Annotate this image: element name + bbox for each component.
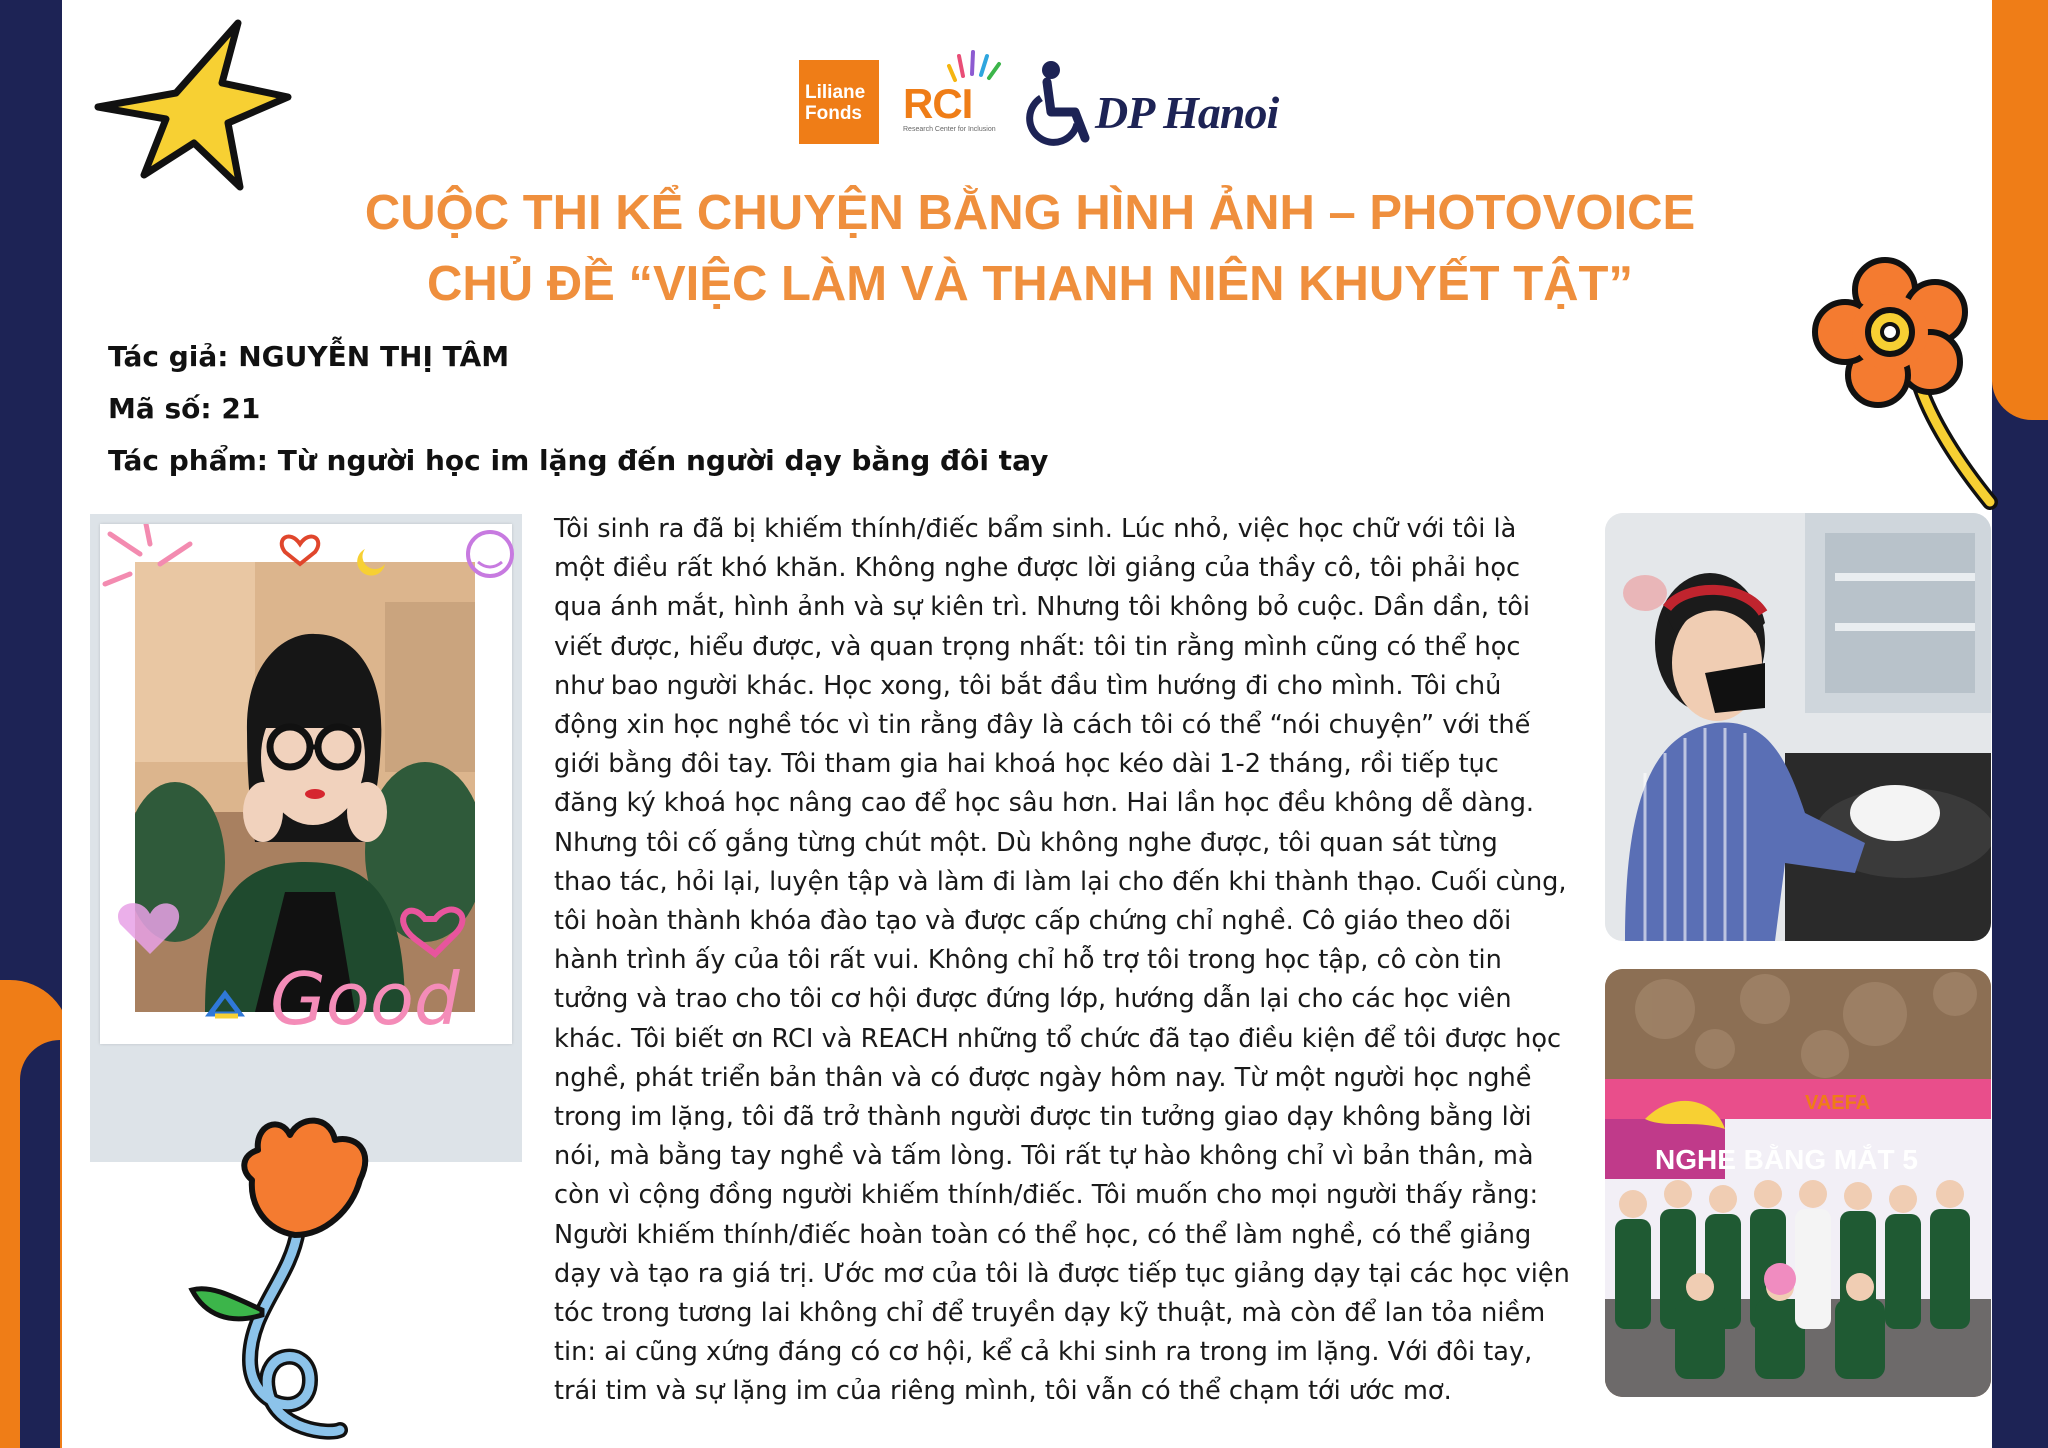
title-line2: CHỦ ĐỀ “VIỆC LÀM VÀ THANH NIÊN KHUYẾT TẬT”: [427, 257, 1633, 311]
salon-photo: [1605, 513, 1991, 941]
flower-icon: [1800, 250, 2000, 510]
wheelchair-icon: [1023, 58, 1103, 148]
story-line: viết được, hiểu được, và quan trọng nhất: tôi tin rằng mình cũng có thể học: [554, 631, 1521, 662]
story-line: tóc trong tương lai không chỉ để truyền dạy kỹ thuật, mà còn để lan tỏa niềm: [554, 1298, 1546, 1329]
story-line: khác. Tôi biết ơn RCI và REACH những tổ chức đã tạo điều kiện để tôi được học: [554, 1023, 1562, 1054]
dp-hanoi-text: DP Hanoi: [1095, 87, 1279, 138]
story-line: nói, mà bằng tay nghề và tấm lòng. Tôi rất tự hào không chỉ vì bản thân, mà: [554, 1141, 1534, 1172]
right-side-band: [1992, 0, 2048, 1448]
page-title: [230, 178, 1830, 320]
banner-title: NGHE BẰNG MẮT 5: [1655, 1144, 1918, 1175]
story-line: qua ánh mắt, hình ảnh và sự kiên trì. Nhưng tôi không bỏ cuộc. Dần dần, tôi: [554, 592, 1531, 623]
dp-hanoi-logo: [1023, 58, 1279, 148]
left-side-band: [0, 0, 62, 1448]
star-icon: [90, 15, 300, 195]
doodle-overlay: [100, 524, 520, 1044]
story-line: trong im lặng, tôi đã trở thành người được tin tưởng giao dạy không bằng lời: [554, 1102, 1532, 1133]
story-line: thao tác, hỏi lại, luyện tập và làm đi làm lại cho đến khi thành thạo. Cuối cùng,: [554, 866, 1567, 897]
banner-brand: VAEFA: [1805, 1092, 1871, 1114]
story-line: Người khiếm thính/điếc hoàn toàn có thể học, có thể làm nghề, có thể giảng: [554, 1219, 1532, 1250]
story-line: một điều rất khó khăn. Không nghe được lời giảng của thầy cô, tôi phải học: [554, 553, 1521, 584]
story-line: trái tim và sự lặng im của riêng mình, tôi vẫn có thể chạm tới ước mơ.: [554, 1376, 1452, 1407]
story-line: tin: ai cũng xứng đáng có cơ hội, kể cả khi sinh ra trong im lặng. Với đôi tay,: [554, 1337, 1533, 1368]
title-line1: CUỘC THI KỂ CHUYỆN BẰNG HÌNH ẢNH – PHOTOVOICE: [364, 186, 1696, 240]
story-line: hành trình ấy của tôi rất vui. Không chỉ hỗ trợ tôi trong học tập, cô còn tin: [554, 945, 1502, 976]
right-orange-shape: [1992, 0, 2048, 420]
story-line: nghề, phát triển bản thân và có được ngày hôm nay. Từ một người học nghề: [554, 1062, 1532, 1093]
partner-logos: [795, 50, 1279, 150]
author-line: Tác giả: NGUYỄN THỊ TÂM: [108, 340, 510, 373]
story-line: giới bằng đôi tay. Tôi tham gia hai khoá học kéo dài 1-2 tháng, rồi tiếp tục: [554, 749, 1499, 780]
work-title-line: Tác phẩm: Từ người học im lặng đến người dạy bằng đôi tay: [108, 444, 1049, 477]
story-line: còn vì cộng đồng người khiếm thính/điếc. Tôi muốn cho mọi người thấy rằng:: [554, 1180, 1539, 1211]
story-line: động xin học nghề tóc vì tin rằng đây là cách tôi có thể “nói chuyện” với thế: [554, 710, 1531, 741]
story-line: Tôi sinh ra đã bị khiếm thính/điếc bẩm sinh. Lúc nhỏ, việc học chữ với tôi là: [554, 514, 1517, 544]
liliane-fonds-logo: [799, 60, 879, 144]
story-line: đăng ký khoá học nâng cao để học sâu hơn. Hai lần học đều không dễ dàng.: [554, 788, 1535, 819]
tulip-icon: [180, 1110, 410, 1440]
story-text: [554, 510, 1594, 1412]
story-line: dạy và tạo ra giá trị. Ước mơ của tôi là được tiếp tục giảng dạy tại các học viện: [554, 1258, 1570, 1289]
story-line: Nhưng tôi cố gắng từng chút một. Dù không nghe được, tôi quan sát từng: [554, 827, 1498, 858]
rays-icon: [945, 50, 1005, 84]
story-line: tôi hoàn thành khóa đào tạo và được cấp chứng chỉ nghề. Cô giáo theo dõi: [554, 906, 1512, 937]
polaroid-doodle-text: Good: [270, 957, 460, 1041]
story-line: như bao người khác. Học xong, tôi bắt đầu tìm hướng đi cho mình. Tôi chủ: [554, 670, 1502, 701]
story-line: tưởng và trao cho tôi cơ hội được đứng lớp, hướng dẫn lại cho các học viên: [554, 984, 1512, 1015]
liliane-line2: Fonds: [805, 103, 862, 124]
rci-subtitle: Research Center for Inclusion: [903, 126, 996, 133]
rci-logo: RCI: [903, 80, 973, 127]
liliane-line1: Liliane: [805, 82, 866, 103]
code-line: Mã số: 21: [108, 392, 261, 425]
left-navy-shape: [20, 1040, 60, 1448]
group-photo: [1605, 969, 1991, 1397]
